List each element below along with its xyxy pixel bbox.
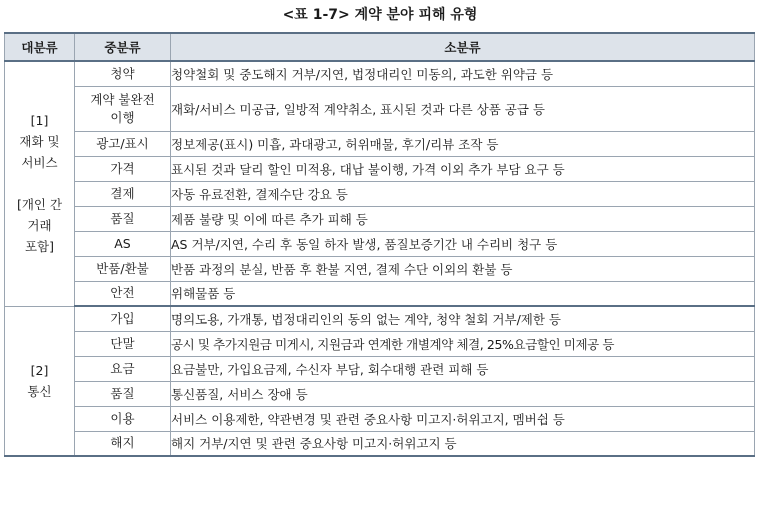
- minor-category: 계약 불완전 이행: [75, 86, 171, 131]
- table-row: [5, 381, 755, 406]
- header-minor: 중분류: [75, 33, 171, 61]
- minor-category: 반품/환불: [75, 256, 171, 281]
- table-row: [5, 206, 755, 231]
- minor-category: 안전: [75, 281, 171, 306]
- table-row: [5, 356, 755, 381]
- sub-category: 제품 불량 및 이에 따른 추가 피해 등: [171, 206, 755, 231]
- minor-category: 가입: [75, 306, 171, 331]
- table-row: [5, 431, 755, 456]
- sub-category: AS 거부/지연, 수리 후 동일 하자 발생, 품질보증기간 내 수리비 청구 등: [171, 231, 755, 256]
- table-row: [5, 156, 755, 181]
- minor-category: 결제: [75, 181, 171, 206]
- minor-category: 이용: [75, 406, 171, 431]
- table-row: [5, 281, 755, 306]
- table-row: [5, 86, 755, 131]
- sub-category: 재화/서비스 미공급, 일방적 계약취소, 표시된 것과 다른 상품 공급 등: [171, 86, 755, 131]
- sub-category: 공시 및 추가지원금 미게시, 지원금과 연계한 개별계약 체결, 25%요금할인 미제공 등: [171, 331, 755, 356]
- sub-category: 반품 과정의 분실, 반품 후 환불 지연, 결제 수단 이외의 환불 등: [171, 256, 755, 281]
- minor-category: 요금: [75, 356, 171, 381]
- minor-category: 청약: [75, 61, 171, 86]
- minor-category: 광고/표시: [75, 131, 171, 156]
- table-row: [5, 61, 755, 86]
- sub-category: 청약철회 및 중도해지 거부/지연, 법정대리인 미동의, 과도한 위약금 등: [171, 61, 755, 86]
- header-sub: 소분류: [171, 33, 755, 61]
- table-row: [5, 256, 755, 281]
- sub-category: 자동 유료전환, 결제수단 강요 등: [171, 181, 755, 206]
- damage-type-table: [4, 32, 755, 457]
- sub-category: 명의도용, 가개통, 법정대리인의 동의 없는 계약, 청약 철회 거부/제한 등: [171, 306, 755, 331]
- minor-category: 해지: [75, 431, 171, 456]
- table-row: [5, 131, 755, 156]
- major-category-telecom: [2] 통신: [5, 306, 75, 456]
- table-row: [5, 306, 755, 331]
- sub-category: 통신품질, 서비스 장애 등: [171, 381, 755, 406]
- table-row: [5, 406, 755, 431]
- table-row: [5, 181, 755, 206]
- minor-category: AS: [75, 231, 171, 256]
- table-row: [5, 331, 755, 356]
- table-caption: <표 1-7> 계약 분야 피해 유형: [282, 7, 478, 23]
- table-row: [5, 231, 755, 256]
- header-major: 대분류: [5, 33, 75, 61]
- minor-category: 품질: [75, 381, 171, 406]
- sub-category: 위해물품 등: [171, 281, 755, 306]
- sub-category: 서비스 이용제한, 약관변경 및 관련 중요사항 미고지·허위고지, 멤버쉽 등: [171, 406, 755, 431]
- major-category-goods-services: [1] 재화 및 서비스 [개인 간 거래 포함]: [5, 61, 75, 306]
- sub-category: 정보제공(표시) 미흡, 과대광고, 허위매물, 후기/리뷰 조작 등: [171, 131, 755, 156]
- minor-category: 품질: [75, 206, 171, 231]
- sub-category: 요금불만, 가입요금제, 수신자 부담, 회수대행 관련 피해 등: [171, 356, 755, 381]
- sub-category: 표시된 것과 달리 할인 미적용, 대납 불이행, 가격 이외 추가 부담 요구 등: [171, 156, 755, 181]
- minor-category: 단말: [75, 331, 171, 356]
- minor-category: 가격: [75, 156, 171, 181]
- sub-category: 해지 거부/지연 및 관련 중요사항 미고지·허위고지 등: [171, 431, 755, 456]
